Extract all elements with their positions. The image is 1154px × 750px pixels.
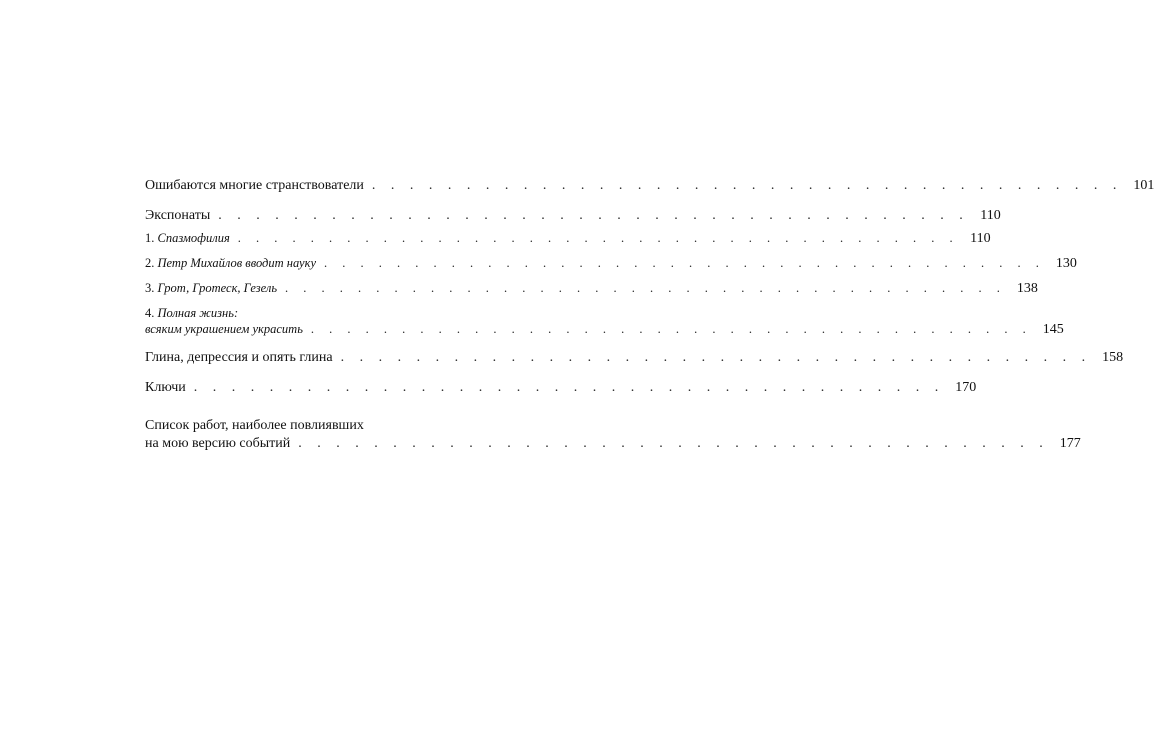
toc-entry-page: 101 <box>1133 178 1154 193</box>
toc-subentry-name: Спазмофилия <box>157 231 230 245</box>
toc-entry-title: Ключи <box>145 380 186 395</box>
toc-subentry-number: 2. <box>145 256 155 270</box>
toc-entry <box>145 380 977 396</box>
toc-entry <box>145 436 1081 452</box>
toc-entry-page: 158 <box>1102 350 1124 365</box>
toc-subentry-number: 4. <box>145 306 155 320</box>
toc-entry-title-cont: на мою версию событий <box>145 436 291 451</box>
toc-entry <box>145 178 1154 194</box>
toc-entry-page: 170 <box>955 380 977 395</box>
toc-subentry-number: 1. <box>145 231 155 245</box>
table-of-contents <box>145 178 1154 452</box>
toc-leader-dots: . . . . . . . . . . . . . . . . . . . . . . . . . . . . . . . . . . . . . . . . <box>340 350 1092 365</box>
toc-leader-dots: . . . . . . . . . . . . . . . . . . . . . . . . . . . . . . . . . . . . . . . . <box>298 436 1049 451</box>
toc-subentry-name: Петр Михайлов вводит науку <box>157 256 316 270</box>
toc-subentry <box>145 281 1038 297</box>
toc-entry-first-line: Список работ, наиболее повлиявших <box>145 418 364 433</box>
toc-entry-page: 130 <box>1055 256 1077 271</box>
toc-subentry-name-cont: всяким украшением украсить <box>145 322 303 336</box>
toc-leader-dots: . . . . . . . . . . . . . . . . . . . . . . . . . . . . . . . . . . . . . . . . <box>324 256 1045 270</box>
toc-entry <box>145 350 1124 366</box>
toc-entry-title: Экспонаты <box>145 208 211 223</box>
toc-entry-page: 145 <box>1042 322 1064 337</box>
toc-entry-title: Ошибаются многие странствователи <box>145 178 364 193</box>
toc-subentry <box>145 231 991 247</box>
toc-leader-dots: . . . . . . . . . . . . . . . . . . . . . . . . . . . . . . . . . . . . . . . . <box>193 380 945 395</box>
toc-entry-page: 177 <box>1059 436 1081 451</box>
toc-leader-dots: . . . . . . . . . . . . . . . . . . . . . . . . . . . . . . . . . . . . . . . . <box>371 178 1123 193</box>
toc-subentry-title <box>145 231 230 246</box>
toc-subentry-name: Полная жизнь: <box>157 306 239 320</box>
toc-entry-page: 138 <box>1016 281 1038 296</box>
toc-entry-title: Глина, депрессия и опять глина <box>145 350 333 365</box>
toc-entry <box>145 208 1001 224</box>
toc-leader-dots: . . . . . . . . . . . . . . . . . . . . . . . . . . . . . . . . . . . . . . . . <box>218 208 969 223</box>
toc-subentry-title <box>145 281 277 296</box>
toc-subentry <box>145 256 1077 272</box>
toc-subentry-title <box>145 256 316 271</box>
toc-subentry-name: Грот, Гротеск, Гезель <box>157 281 278 295</box>
toc-leader-dots: . . . . . . . . . . . . . . . . . . . . . . . . . . . . . . . . . . . . . . . . <box>310 322 1032 336</box>
toc-subentry-number: 3. <box>145 281 155 295</box>
toc-subentry <box>145 322 1064 338</box>
toc-subentry-first-line <box>145 306 467 321</box>
toc-leader-dots: . . . . . . . . . . . . . . . . . . . . . . . . . . . . . . . . . . . . . . . . <box>285 281 1006 295</box>
toc-entry-page: 110 <box>980 208 1001 223</box>
toc-entry-page: 110 <box>970 231 991 246</box>
toc-leader-dots: . . . . . . . . . . . . . . . . . . . . . . . . . . . . . . . . . . . . . . . . <box>237 231 959 245</box>
